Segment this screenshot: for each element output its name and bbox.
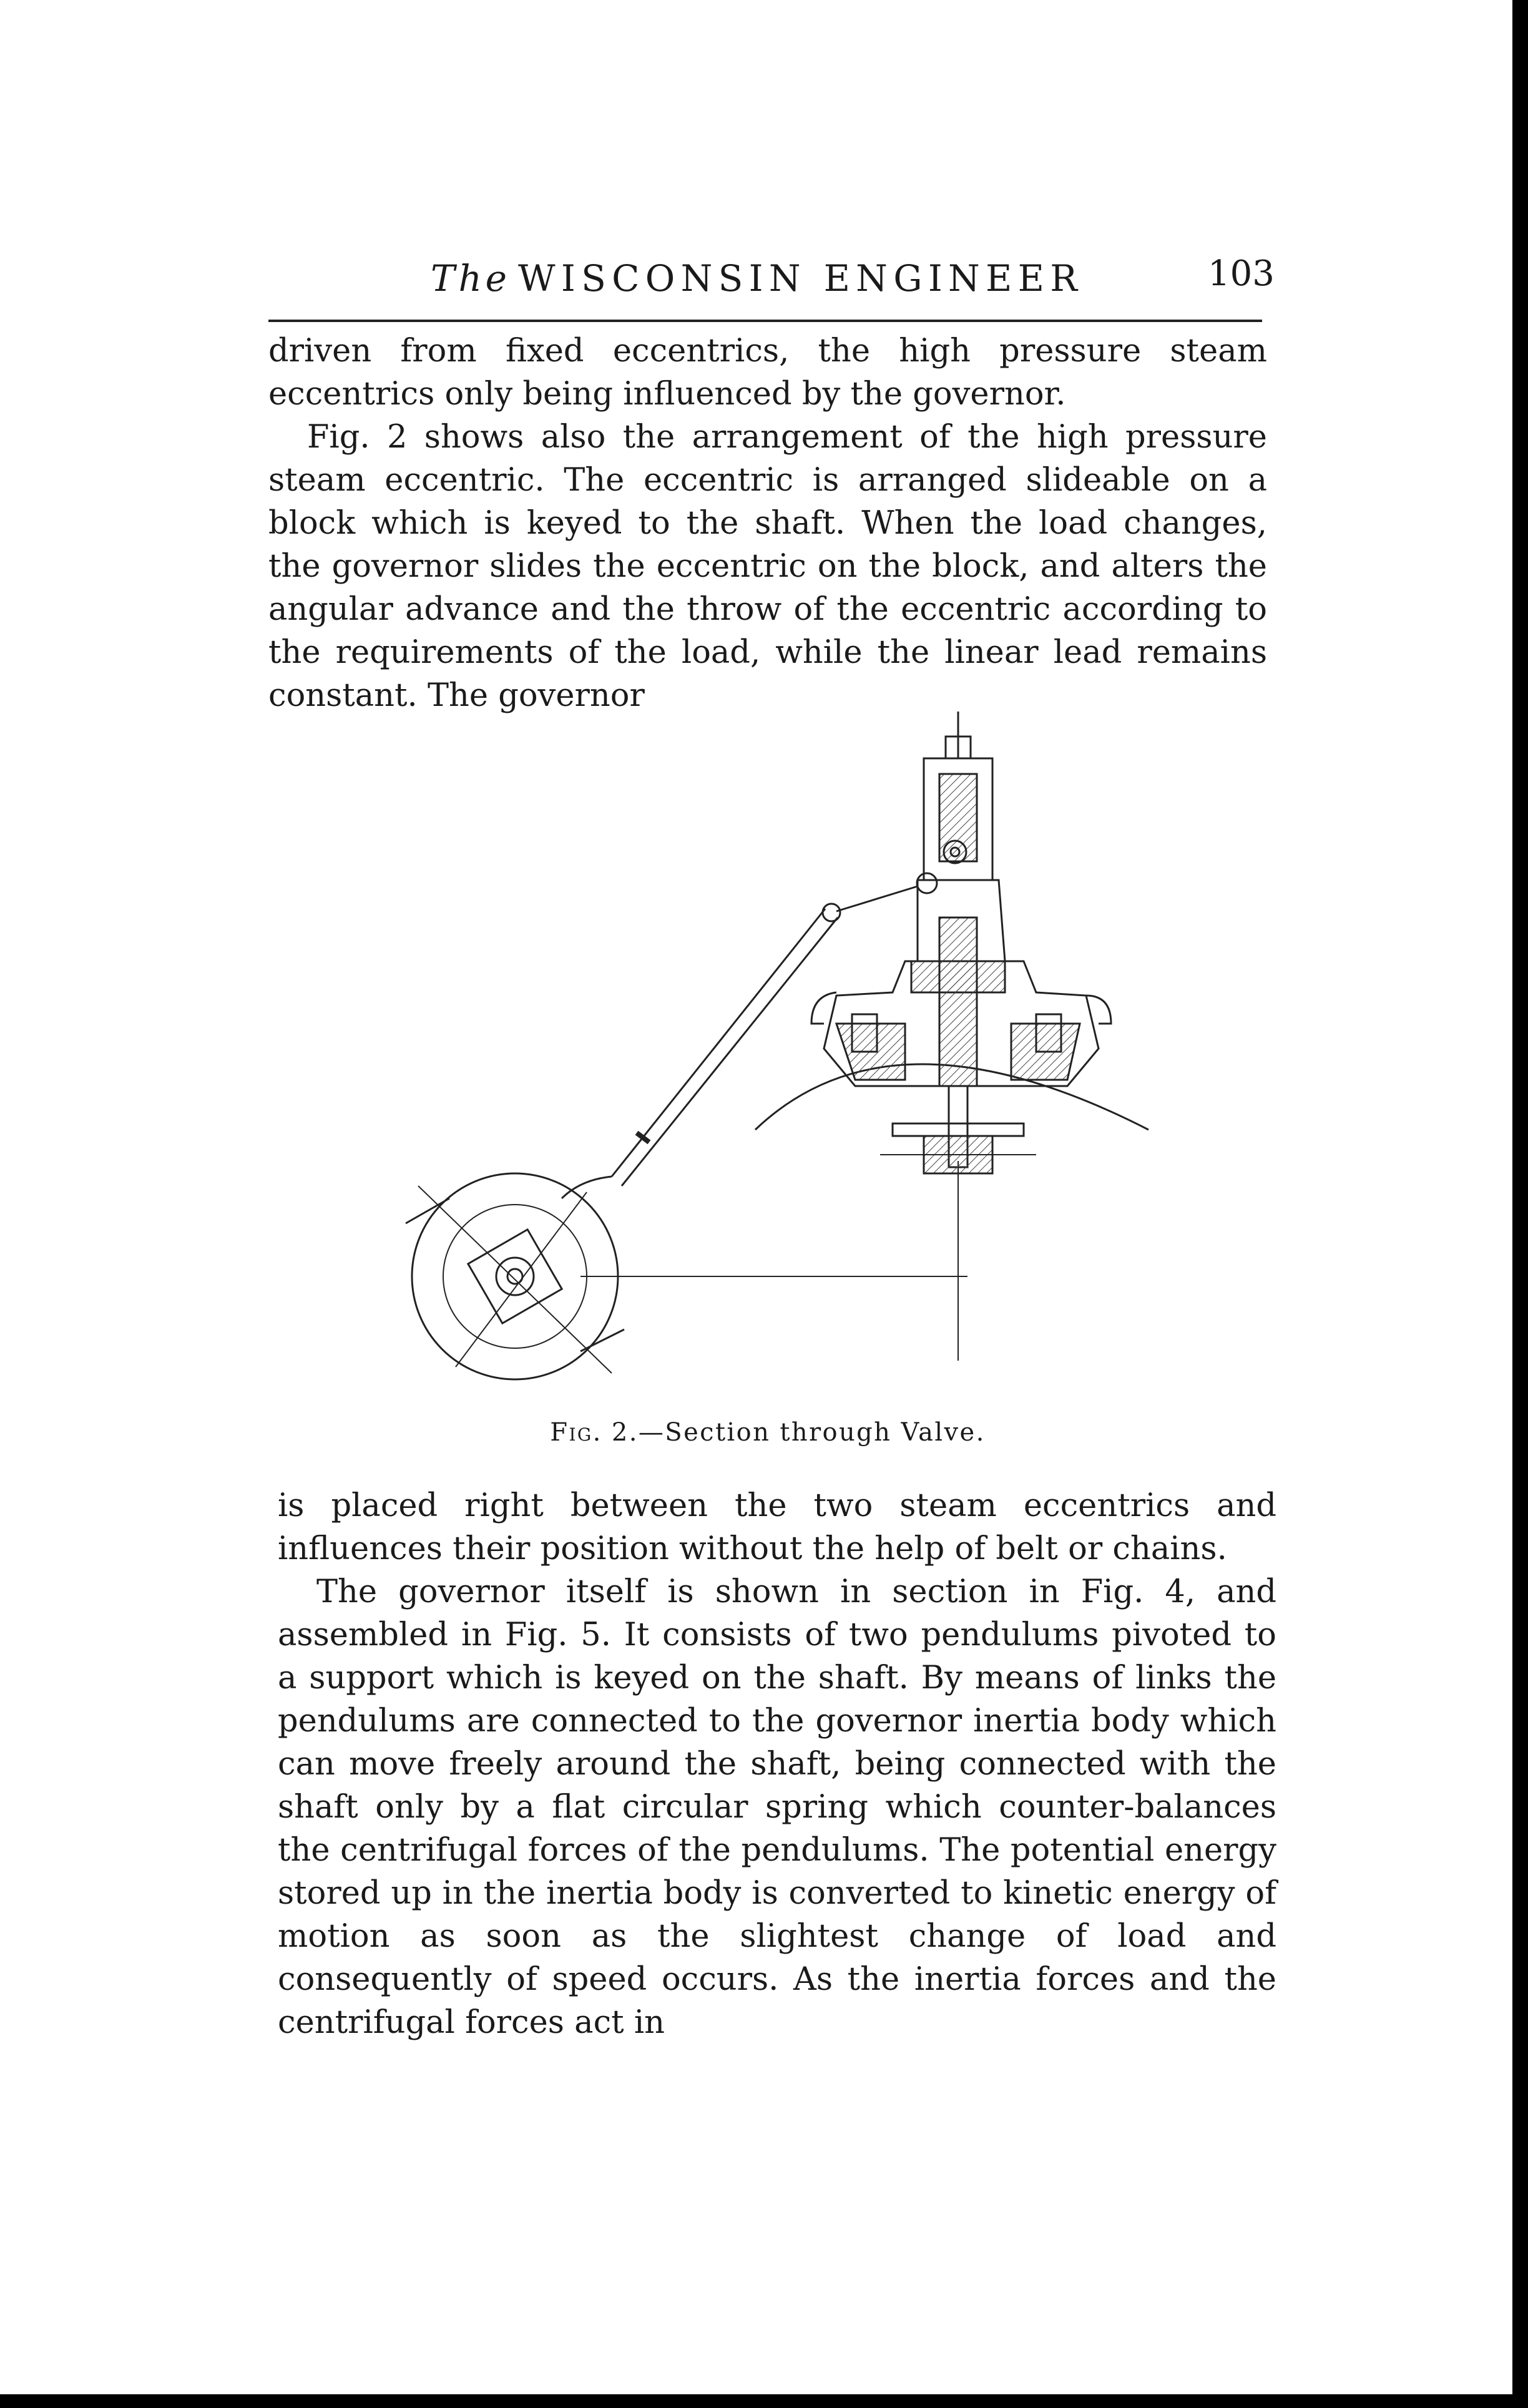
body-text-bottom <box>278 1484 1276 2044</box>
paragraph: driven from fixed eccentrics, the high pressure steam eccentrics only being influenced by the governor. <box>268 333 1267 413</box>
running-header <box>268 248 1275 300</box>
page-number: 103 <box>1208 253 1275 294</box>
paragraph: The governor itself is shown in section in Fig. 4, and assembled in Fig. 5. It consists of two pendulums pivoted to a support which is keyed on the shaft. By means of links the pendulums are connected to the governor inertia body which can move freely around the shaft, being connected with the shaft only by a flat circular spring which counter-balances the centrifugal forces of the pendulums. The potential energy stored up in the inertia body is converted to kinetic energy of motion as soon as the slightest change of load and consequently of speed occurs. As the inertia forces and the centrifugal forces act in <box>278 1574 1276 2041</box>
valve-section-drawing <box>375 699 1186 1417</box>
paragraph: Fig. 2 shows also the arrangement of the high pressure steam eccentric. The eccentric is arranged slideable on a block which is keyed to the shaft. When the load changes, the governor slides the eccentric on the block, and alters the angular advance and the throw of the eccentric according to the requirements of the load, while the linear lead remains constant. The governor <box>268 419 1267 714</box>
figure-caption <box>268 1418 1267 1447</box>
body-text-top <box>268 330 1267 717</box>
header-rule <box>268 320 1262 322</box>
figure-caption-text: —Section through Valve. <box>638 1418 986 1447</box>
header-article: The <box>431 257 511 300</box>
scan-border-right <box>1512 0 1528 2408</box>
paragraph: is placed right between the two steam eccentrics and influences their position without the help of belt or chains. <box>278 1487 1276 1567</box>
scan-border-bottom <box>0 2394 1528 2408</box>
figure-label: Fig. 2. <box>550 1418 639 1447</box>
journal-title: WISCONSIN ENGINEER <box>518 257 1084 300</box>
